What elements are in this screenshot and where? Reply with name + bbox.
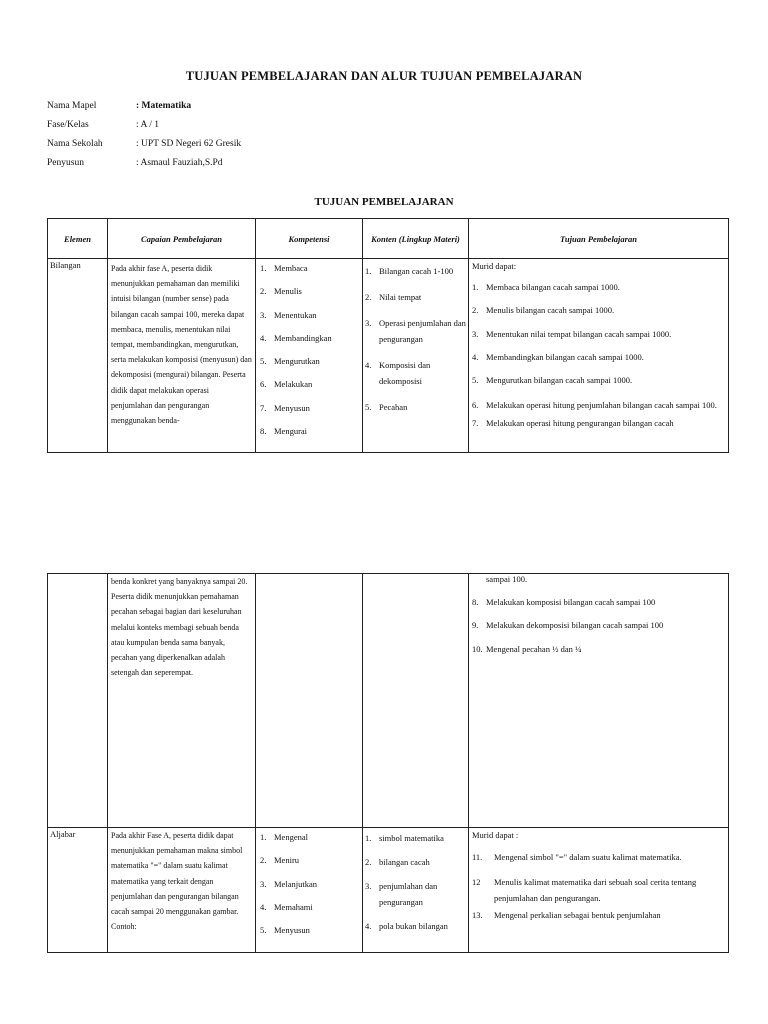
meta-value: : Matematika	[136, 101, 192, 111]
elemen-cell: Bilangan	[50, 260, 81, 270]
meta-key: Penyusun	[47, 158, 84, 168]
list-item: 11. Mengenal simbol "=" dalam suatu kalimat matematika.	[472, 852, 682, 862]
list-item: 7. Melakukan operasi hitung pengurangan bilangan cacah	[472, 418, 674, 429]
table-row	[48, 259, 729, 453]
page-title: TUJUAN PEMBELAJARAN DAN ALUR TUJUAN PEMBELAJARAN	[185, 69, 583, 83]
meta-value: : UPT SD Negeri 62 Gresik	[136, 139, 242, 149]
header-capaian: Capaian Pembelajaran	[108, 219, 256, 259]
tujuan-list	[469, 275, 728, 430]
list-item: 3. penjumlahan dan pengurangan	[365, 881, 438, 907]
tujuan-table-page2	[47, 573, 729, 953]
list-item: 4. pola bukan bilangan	[365, 921, 448, 931]
section-title: TUJUAN PEMBELAJARAN	[314, 196, 454, 208]
capaian-cell: Pada akhir fase A, peserta didik menunjukkan pemahaman dan memiliki intuisi bilangan (number sense) pada bilangan cacah sampai 100, mereka dapat membaca, menulis, menentukan nilai tempat, membandingkan, mengurutkan, serta melakukan komposisi (menyusun) dan dekomposisi (mengurai) bilangan. Peserta didik dapat melakukan operasi penjumlahan dan pengurangan menggunakan benda-	[111, 264, 252, 426]
list-item: 1. Bilangan cacah 1-100	[365, 266, 454, 276]
list-item: 3. Operasi penjumlahan dan pengurangan	[365, 318, 466, 344]
list-item: 5. Menyusun	[260, 925, 310, 936]
meta-row-mapel	[47, 101, 241, 120]
meta-row-sekolah	[47, 139, 241, 158]
list-item: 4. Membandingkan	[260, 332, 332, 343]
list-item: 5. Mengurutkan	[260, 356, 320, 367]
meta-key: Fase/Kelas	[47, 120, 89, 130]
header-konten: Konten (Lingkup Materi)	[363, 219, 469, 259]
list-item: 8. Mengurai	[260, 425, 308, 436]
document-meta	[47, 101, 241, 177]
meta-row-penyusun	[47, 158, 241, 177]
meta-row-fase	[47, 120, 241, 139]
list-item: 2. Nilai tempat	[365, 292, 422, 302]
list-item: 6. Melakukan operasi hitung penjumlahan bilangan cacah sampai 100.	[472, 400, 717, 411]
list-item: 3. Menentukan nilai tempat bilangan cacah sampai 1000.	[472, 328, 672, 339]
capaian-cell: benda konkret yang banyaknya sampai 20. Peserta didik menunjukkan pemahaman pecahan sebagai bagian dari keseluruhan melalui konteks membagi sebuah benda atau kumpulan benda sama banyak, pecahan yang diperkenalkan adalah setengah dan seperempat.	[111, 577, 248, 678]
meta-value: : Asmaul Fauziah,S.Pd	[136, 158, 223, 168]
list-item: 2. Menulis	[260, 286, 302, 297]
list-item: 12 Menulis kalimat matematika dari sebuah soal cerita tentang penjumlahan dan pengurangan.	[472, 876, 697, 903]
list-item: 7. Menyusun	[260, 402, 310, 413]
list-item: 1. Mengenal	[260, 832, 308, 842]
list-item: 1. simbol matematika	[365, 833, 444, 843]
list-item: 5. Pecahan	[365, 402, 408, 412]
header-elemen: Elemen	[48, 219, 108, 259]
tujuan-list	[469, 844, 728, 921]
list-item: 2. Menulis bilangan cacah sampai 1000.	[472, 305, 615, 316]
meta-key: Nama Sekolah	[47, 139, 103, 149]
list-item: 4. Komposisi dan dekomposisi	[365, 360, 431, 386]
list-item: 1. Membaca bilangan cacah sampai 1000.	[472, 282, 620, 292]
list-item: 8. Melakukan komposisi bilangan cacah sampai 100	[472, 597, 656, 607]
list-item: 3. Melanjutkan	[260, 878, 317, 889]
list-item: 9. Melakukan dekomposisi bilangan cacah sampai 100	[472, 620, 664, 631]
meta-value: : A / 1	[136, 120, 159, 130]
header-tujuan: Tujuan Pembelajaran	[469, 219, 729, 259]
capaian-cell: Pada akhir Fase A, peserta didik dapat menunjukkan pemahaman makna simbol matematika "=" dalam suatu kalimat matematika yang terkait dengan penjumlahan dan pengurangan bilangan cacah sampai 20 menggunakan gambar. Contoh:	[111, 831, 243, 932]
list-item: 10. Mengenal pecahan ½ dan ¼	[472, 643, 582, 654]
list-item: 3. Menentukan	[260, 309, 317, 320]
tujuan-table-page1	[47, 218, 729, 453]
konten-list	[363, 259, 468, 415]
kompetensi-list	[256, 828, 362, 937]
list-item: 4. Membandingkan bilangan cacah sampai 1000.	[472, 351, 644, 362]
list-item: 13. Mengenal perkalian sebagai bentuk penjumlahan	[472, 909, 661, 920]
table-row	[48, 828, 729, 953]
table-header-row	[48, 219, 729, 259]
list-item: 6. Melakukan	[260, 379, 313, 390]
tujuan-list	[469, 585, 728, 655]
elemen-cell: Aljabar	[50, 829, 76, 839]
list-item: 4. Memahami	[260, 901, 313, 912]
table-row	[48, 574, 729, 828]
kompetensi-list	[256, 259, 362, 438]
list-item: 1. Membaca	[260, 263, 308, 273]
header-kompetensi: Kompetensi	[256, 219, 363, 259]
list-item: 5. Mengurutkan bilangan cacah sampai 1000.	[472, 375, 633, 386]
list-item: 2. Meniru	[260, 855, 300, 866]
meta-key: Nama Mapel	[47, 101, 97, 111]
list-item: 2. bilangan cacah	[365, 857, 430, 867]
tujuan-continuation: sampai 100.	[486, 574, 528, 584]
konten-list	[363, 828, 468, 934]
tujuan-intro: Murid dapat:	[472, 261, 517, 271]
tujuan-intro: Murid dapat :	[472, 830, 519, 840]
